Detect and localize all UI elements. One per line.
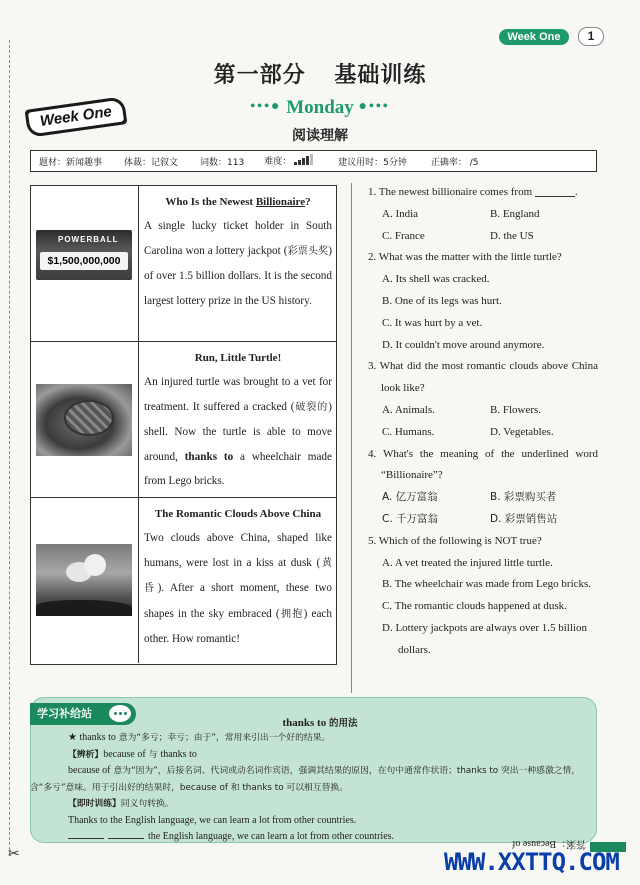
article-title: The Romantic Clouds Above China	[154, 508, 322, 520]
option[interactable]: B. One of its legs was hurt.	[382, 294, 502, 307]
week-pill: Week One	[499, 29, 569, 45]
articles-table	[30, 185, 337, 665]
gloss: 彩票头奖	[287, 245, 329, 257]
question-2: 2. What was the matter with the little turtle? A. Its shell was cracked. B. One of its legs was hurt. C. It was hurt by a vet. D. It couldn't move around anymore.	[368, 247, 598, 356]
option[interactable]: C. The romantic clouds happened at dusk.	[382, 600, 567, 613]
option[interactable]: B. England	[490, 207, 540, 220]
option[interactable]: B. Flowers.	[490, 403, 542, 416]
article-turtle	[31, 342, 336, 498]
column-divider	[351, 183, 352, 693]
article-body: The Romantic Clouds Above China Two clouds above China, shaped like humans, were lost in a kiss at dusk (黄昏). After a short moment, these two shapes in the sky embraced (拥抱) each other. How romantic!	[144, 504, 332, 652]
question-5: 5. Which of the following is NOT true? A. A vet treated the injured little turtle. B. The wheelchair was made from Lego bricks. C. The romantic clouds happened at dusk. D. Lottery jackpots are always over 1.5 billion dollars.	[368, 531, 598, 662]
difficulty-bars-icon	[294, 154, 314, 168]
example-sentence: Thanks to the English language, we can learn a lot from other countries.	[68, 814, 357, 826]
option[interactable]: A. Its shell was cracked.	[382, 273, 490, 286]
option[interactable]: C. Humans.	[382, 425, 435, 438]
article-billionaire	[31, 186, 336, 342]
upside-down-answer: 答案：Because of	[512, 838, 587, 849]
clouds-image	[36, 544, 132, 616]
study-tip-tab: 学习补给站	[30, 703, 136, 725]
dots-right-icon: ●•••	[358, 99, 390, 114]
info-word-count: 词数：113	[200, 157, 245, 168]
option[interactable]: D. It couldn't move around anymore.	[382, 338, 545, 351]
info-accuracy: 正确率： /5	[430, 157, 479, 168]
tip-title: thanks to 的用法	[282, 717, 358, 729]
difficulty-label: 难度：	[264, 157, 292, 167]
fill-blank-1[interactable]	[68, 830, 104, 839]
dots-left-icon: •••●	[250, 99, 282, 114]
answer-blank[interactable]	[535, 187, 575, 197]
underlined-word: Billionaire	[255, 196, 306, 208]
page-title	[0, 58, 640, 89]
info-bar	[30, 150, 597, 172]
page-number: 1	[578, 27, 604, 46]
option[interactable]: A. A vet treated the injured little turtle.	[382, 556, 553, 569]
turtle-image	[36, 384, 132, 456]
article-body: Who Is the Newest Billionaire? A single lucky ticket holder in South Carolina won a lottery jackpot (彩票头奖) of over 1.5 billion dollars. It is the second largest lottery prize in the US history.	[144, 192, 332, 313]
tip-body: ★ thanks to 意为“多亏；幸亏；由于”，常用来引出一个好的结果。 【辨析】because of 与 thanks to because of 意为“因为”，后接名词、代词或动名词作宾语，强调其结果的原因，在句中通常作状语；thanks to 突出一种感激之情，含“多亏”意味。用于引出好的结果时，because of 和 thanks to 可以相互替换。 【即时训练】同义句转换。 Thanks to the English language, we can learn a lot from other countries. the English language, we can learn a lot from other countries.	[68, 730, 590, 844]
option[interactable]: D. the US	[490, 229, 534, 242]
article-body: Run, Little Turtle! An injured turtle was brought to a vet for treatment. It suffered a cracked (破裂的) shell. Now the turtle is able to move around, thanks to a wheelchair made from Lego bricks.	[144, 348, 332, 494]
difficulty-bar	[294, 162, 297, 165]
article-title: Run, Little Turtle!	[194, 352, 282, 364]
questions-list	[368, 182, 598, 662]
difficulty-bar	[306, 156, 309, 165]
difficulty-bar	[298, 160, 301, 165]
option[interactable]: D. 彩票销售站	[490, 512, 558, 525]
day-heading	[0, 97, 640, 119]
option[interactable]: C. It was hurt by a vet.	[382, 316, 483, 329]
option[interactable]: B. 彩票购买者	[490, 491, 557, 504]
week-badge-label: Week One	[28, 100, 124, 135]
lottery-brand: POWERBALL	[58, 235, 119, 244]
option[interactable]: B. The wheelchair was made from Lego bricks.	[382, 578, 592, 591]
article-clouds	[31, 498, 336, 663]
difficulty-bar	[302, 158, 305, 165]
bold-phrase: thanks to	[184, 450, 234, 463]
lottery-image	[36, 230, 132, 280]
article-title: Who Is the Newest Billionaire?	[165, 196, 311, 208]
info-genre: 体裁：记叙文	[124, 157, 179, 168]
option[interactable]: A. India	[382, 207, 419, 220]
title-part-2: 基础训练	[334, 63, 427, 88]
question-4: 4. What's the meaning of the underlined word “Billionaire”? A. 亿万富翁 B. 彩票购买者 C. 千万富翁 D. 彩票销售站	[368, 444, 598, 531]
lottery-amount: $1,500,000,000	[40, 252, 128, 270]
fill-blank-2[interactable]	[108, 830, 144, 839]
option[interactable]: C. France	[382, 229, 425, 242]
gloss: 黄昏	[144, 557, 333, 594]
info-theme: 题材：新闻趣事	[39, 157, 103, 168]
gloss: 破裂的	[294, 401, 329, 413]
question-1: 1. The newest billionaire comes from . A. India B. England C. France D. the US	[368, 182, 598, 247]
option[interactable]: A. 亿万富翁	[382, 491, 438, 504]
section-title: 阅读理解	[292, 128, 348, 144]
info-time: 建议用时：5分钟	[338, 157, 407, 168]
title-part-1: 第一部分	[213, 63, 306, 88]
option[interactable]: D. Vegetables.	[490, 425, 554, 438]
info-difficulty	[256, 154, 322, 168]
cut-line	[9, 40, 10, 855]
option[interactable]: D. Lottery jackpots are always over 1.5 billion dollars.	[382, 621, 587, 656]
option[interactable]: C. 千万富翁	[382, 512, 439, 525]
difficulty-bar	[310, 154, 313, 165]
gloss: 拥抱	[279, 608, 304, 620]
scissors-icon: ✂	[8, 846, 20, 862]
day-label: Monday	[286, 97, 354, 118]
option[interactable]: A. Animals.	[382, 403, 435, 416]
question-3: 3. What did the most romantic clouds above China look like? A. Animals. B. Flowers. C. Humans. D. Vegetables.	[368, 356, 598, 443]
watermark: WWW.XXTTQ.COM	[444, 848, 619, 876]
